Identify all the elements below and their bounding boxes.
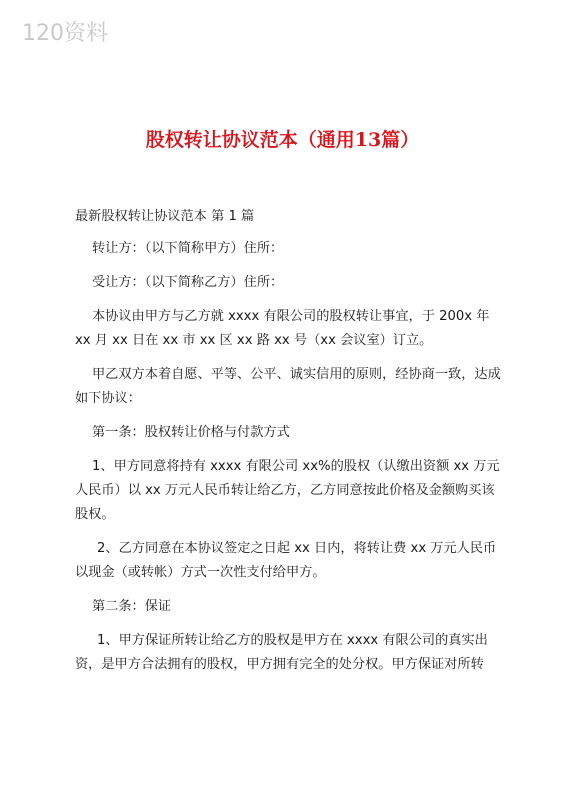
watermark-text: 120资料	[22, 21, 108, 46]
article-1-clause-1: 1、甲方同意将持有 xxxx 有限公司 xx%的股权（认缴出资额 xx 万元人民币）以 xx 万元人民币转让给乙方，乙方同意按此价格及金额购买该股权。	[75, 459, 500, 522]
section-heading: 最新股权转让协议范本 第 1 篇	[75, 209, 255, 224]
paragraph-transferee: 受让方：（以下简称乙方）住所：	[92, 275, 284, 290]
paragraph-transferor: 转让方：（以下简称甲方）住所：	[92, 241, 284, 256]
document-body	[75, 205, 507, 687]
article-1-clause-2: 2、乙方同意在本协议签定之日起 xx 日内，将转让费 xx 万元人民币以现金（或转帐）方式一次性支付给甲方。	[75, 541, 497, 580]
paragraph-agreement-intro: 本协议由甲方与乙方就 xxxx 有限公司的股权转让事宜，于 200x 年 xx 月 xx 日在 xx 市 xx 区 xx 路 xx 号（xx 会议室）订立。	[75, 309, 490, 348]
article-1-heading: 第一条：股权转让价格与付款方式	[92, 425, 290, 440]
document-title: 股权转让协议范本（通用13篇）	[145, 129, 420, 151]
article-2-clause-1: 1、甲方保证所转让给乙方的股权是甲方在 xxxx 有限公司的真实出资，是甲方合法拥有的股权，甲方拥有完全的处分权。甲方保证对所转	[75, 633, 488, 672]
paragraph-principles: 甲乙双方本着自愿、平等、公平、诚实信用的原则，经协商一致，达成如下协议：	[75, 367, 501, 406]
article-2-heading: 第二条：保证	[92, 599, 172, 614]
